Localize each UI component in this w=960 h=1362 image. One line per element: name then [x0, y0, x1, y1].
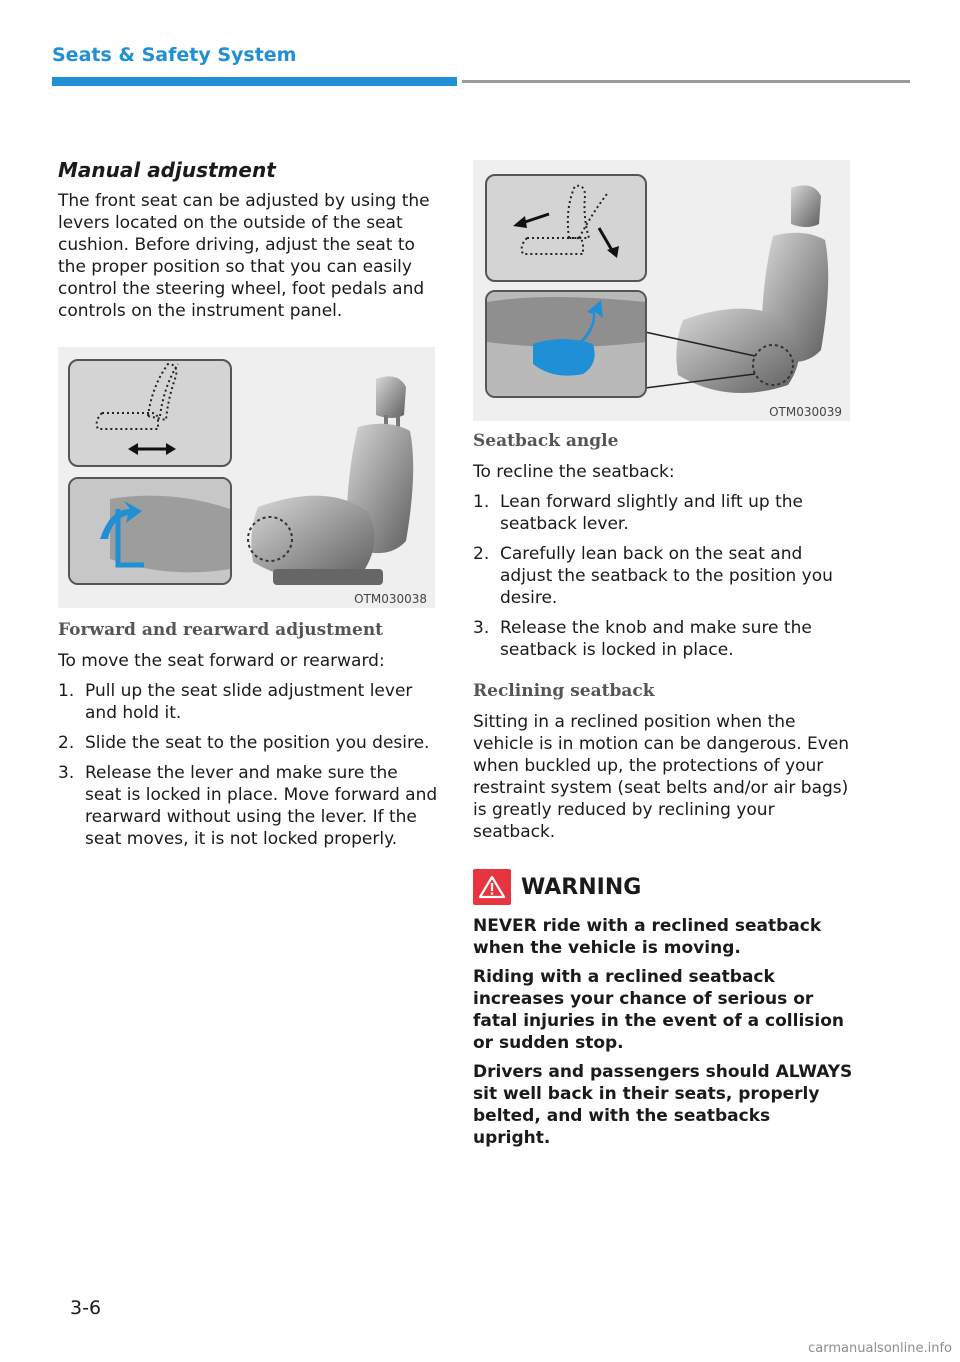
figure-caption: OTM030038 [354, 592, 427, 606]
seatback-angle-lead: To recline the seatback: [473, 462, 675, 482]
list-item [58, 680, 438, 724]
manual-adjustment-heading: Manual adjustment [58, 158, 276, 182]
reclining-paragraph: Sitting in a reclined position when the vehicle is in motion can be dangerous. Even when buckled up, the protections of your restraint system (seat belts and/or air bags) is greatly reduced by reclining your seatback. [473, 712, 850, 842]
forward-rearward-heading: Forward and rearward adjustment [58, 620, 384, 640]
warning-paragraph: NEVER ride with a reclined seatback when the vehicle is moving. [473, 916, 822, 958]
step-text: Carefully lean back on the seat and adjust the seatback to the position you desire. [500, 544, 833, 608]
warning-header [473, 869, 853, 905]
step-number: 1. [58, 681, 75, 701]
seat-slide-figure [58, 347, 435, 608]
step-text: Release the knob and make sure the seatback is locked in place. [500, 618, 812, 660]
seatback-figure [473, 160, 850, 421]
warning-paragraph: Drivers and passengers should ALWAYS sit well back in their seats, properly belted, and with the seatbacks upright. [473, 1062, 853, 1148]
page-number: 3-6 [70, 1297, 102, 1319]
step-text: Slide the seat to the position you desire. [85, 733, 430, 753]
intro-paragraph: The front seat can be adjusted by using the levers located on the outside of the seat cushion. Before driving, adjust the seat to the proper position so that you can easily control the steering wheel, foot pedals and controls on the instrument panel. [58, 191, 430, 321]
step-text: Lean forward slightly and lift up the seatback lever. [500, 492, 803, 534]
left-column [58, 158, 438, 858]
list-item [473, 543, 853, 609]
right-column [473, 160, 853, 1156]
seatback-angle-heading: Seatback angle [473, 431, 619, 451]
warning-paragraph: Riding with a reclined seatback increases your chance of serious or fatal injuries in the event of a collision or sudden stop. [473, 967, 845, 1053]
step-number: 3. [473, 618, 490, 638]
step-number: 1. [473, 492, 490, 512]
list-item [473, 617, 853, 661]
section-title: Seats & Safety System [52, 44, 297, 66]
step-text: Pull up the seat slide adjustment lever and hold it. [85, 681, 413, 723]
warning-title: WARNING [521, 874, 642, 900]
seat-slide-diagram-inset [68, 359, 232, 467]
list-item [58, 732, 438, 754]
recline-lever-inset [485, 290, 647, 398]
list-item [58, 762, 438, 850]
step-number: 3. [58, 763, 75, 783]
seatback-angle-steps [473, 491, 853, 661]
forward-rearward-lead: To move the seat forward or rearward: [58, 651, 385, 671]
forward-rearward-steps [58, 680, 438, 850]
reclining-seatback-heading: Reclining seatback [473, 681, 655, 701]
watermark: carmanualsonline.info [808, 1341, 952, 1356]
step-number: 2. [473, 544, 490, 564]
slide-lever-inset [68, 477, 232, 585]
recline-diagram-inset [485, 174, 647, 282]
list-item [473, 491, 853, 535]
step-number: 2. [58, 733, 75, 753]
header-rule-accent [52, 77, 457, 86]
warning-triangle-icon [473, 869, 511, 905]
step-text: Release the lever and make sure the seat is locked in place. Move forward and rearward without using the lever. If the seat moves, it is not locked properly. [85, 763, 438, 849]
figure-caption: OTM030039 [769, 405, 842, 419]
header-rule [462, 80, 910, 83]
